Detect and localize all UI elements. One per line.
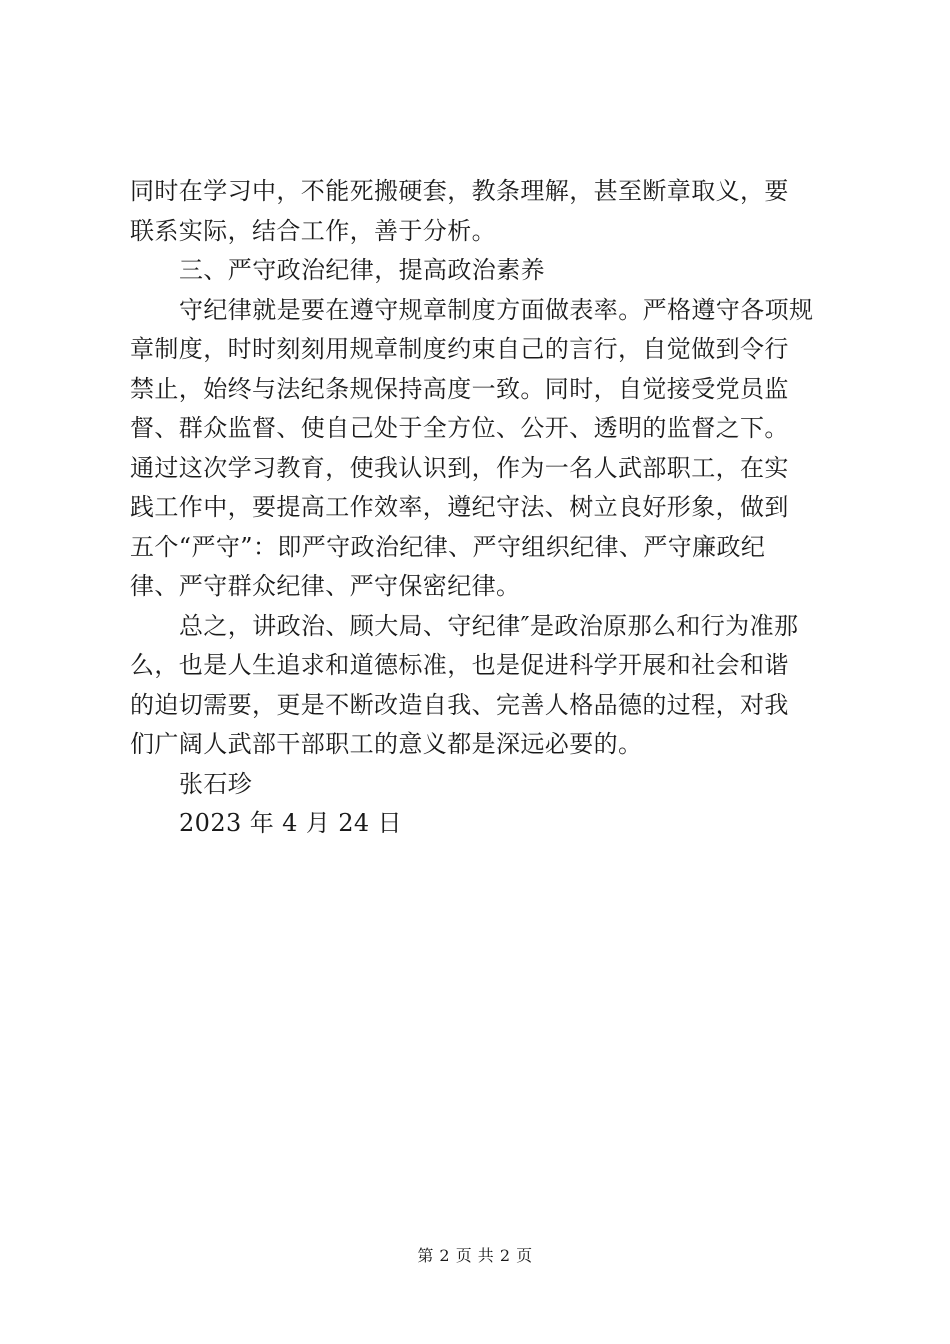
- page-number-footer: 第 2 页 共 2 页: [417, 1246, 533, 1265]
- author-signature: 张石珍: [179, 769, 253, 798]
- paragraph-start: 总之，讲政治、顾大局、守纪律″是政治原那么和行为准那: [179, 611, 799, 640]
- section-heading: 三、严守政治纪律，提高政治素养: [179, 256, 545, 284]
- body-line: 律、严守群众纪律、严守保密纪律。: [130, 572, 521, 600]
- body-line: 联系实际，结合工作，善于分析。: [130, 216, 496, 245]
- document-date: 2023 年 4 月 24 日: [179, 809, 403, 837]
- body-line: 么，也是人生追求和道德标准，也是促进科学开展和社会和谐: [130, 651, 789, 679]
- body-line: 五个“严守”：即严守政治纪律、严守组织纪律、严守廉政纪: [130, 532, 766, 561]
- body-line: 通过这次学习教育，使我认识到，作为一名人武部职工，在实: [130, 453, 789, 482]
- body-line: 们广阔人武部干部职工的意义都是深远必要的。: [130, 730, 643, 758]
- body-line: 督、群众监督、使自己处于全方位、公开、透明的监督之下。: [130, 414, 789, 442]
- document-body: [130, 172, 830, 844]
- body-line: 章制度，时时刻刻用规章制度约束自己的言行，自觉做到令行: [130, 335, 789, 363]
- body-line: 禁止，始终与法纪条规保持高度一致。同时，自觉接受党员监: [130, 374, 789, 403]
- body-line: 同时在学习中，不能死搬硬套，教条理解，甚至断章取义，要: [130, 177, 789, 205]
- body-line: 践工作中，要提高工作效率，遵纪守法、树立良好形象，做到: [130, 493, 789, 521]
- paragraph-start: 守纪律就是要在遵守规章制度方面做表率。严格遵守各项规: [179, 295, 814, 324]
- body-line: 的迫切需要，更是不断改造自我、完善人格品德的过程，对我: [130, 690, 789, 719]
